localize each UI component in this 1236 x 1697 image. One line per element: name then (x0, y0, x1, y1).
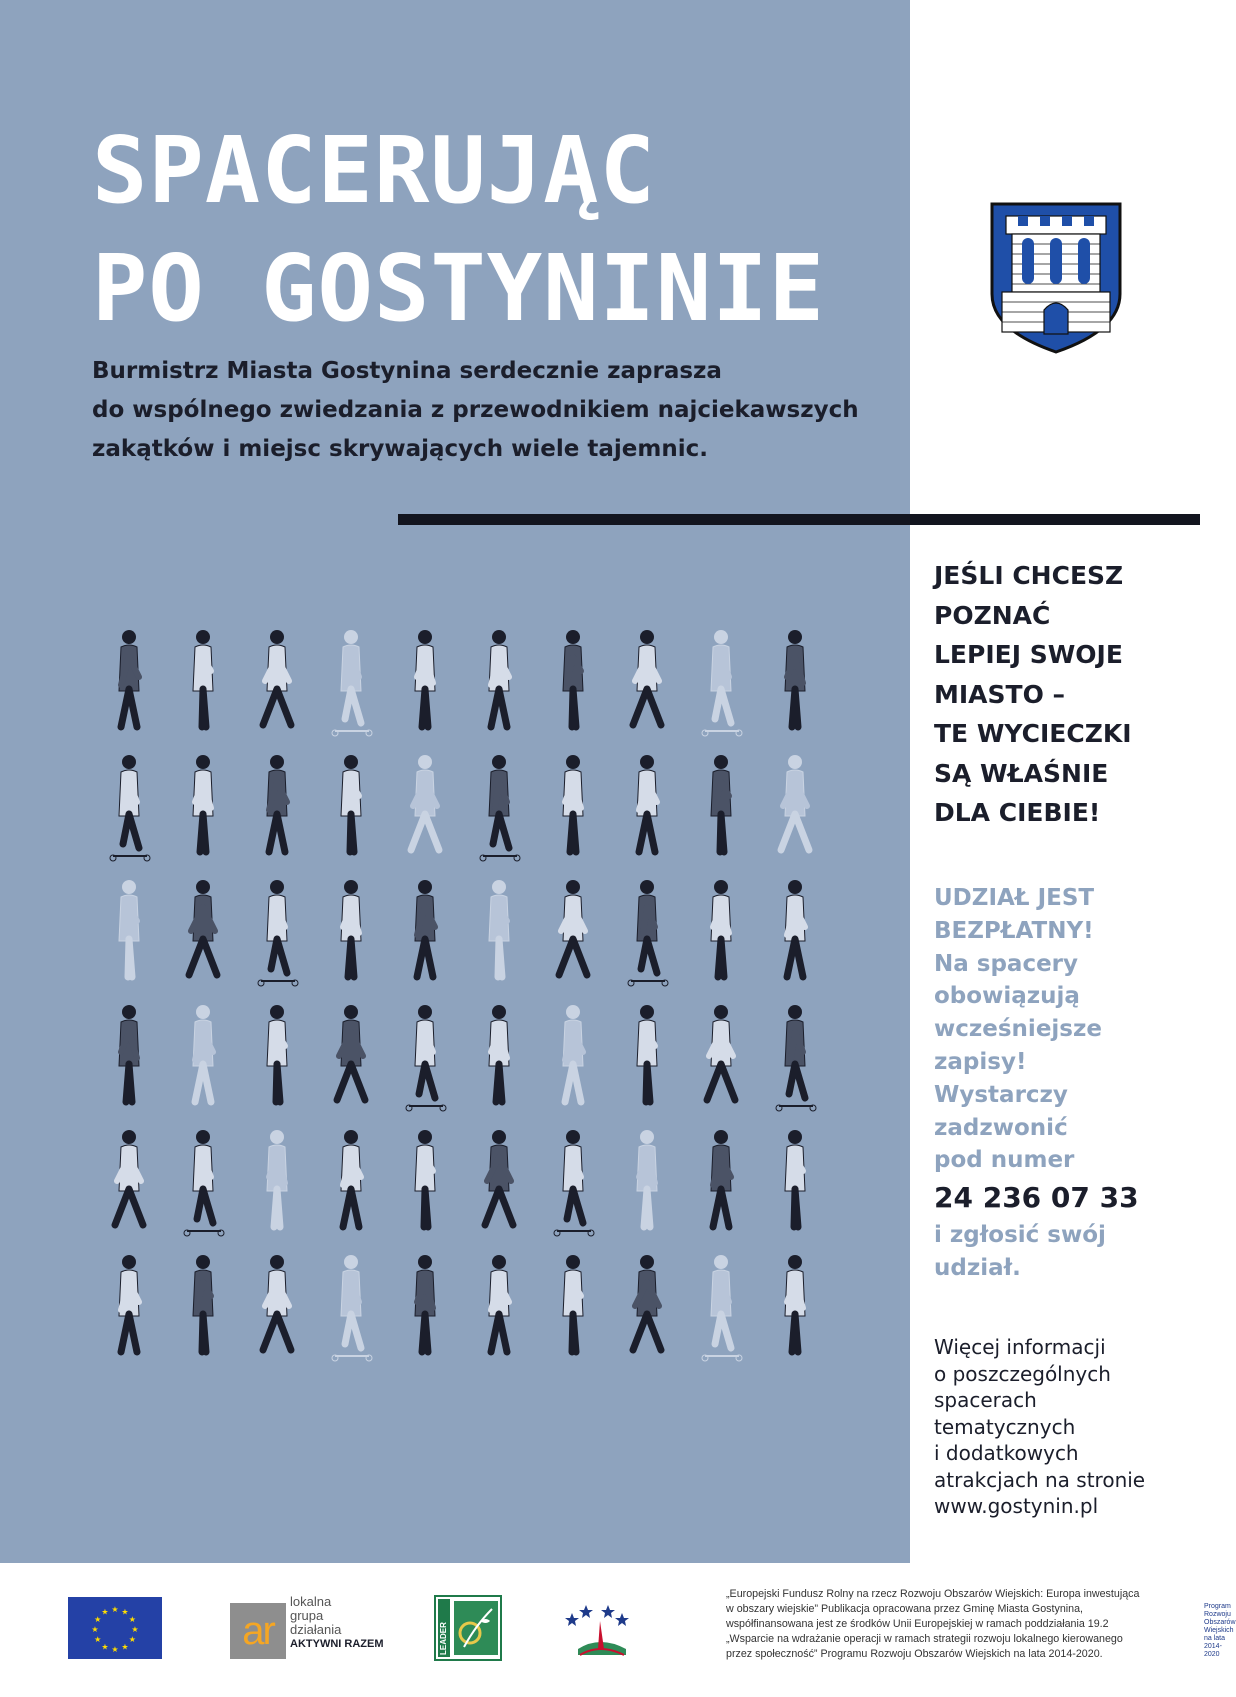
walking-person-icon (462, 745, 536, 870)
walking-person-icon (314, 1245, 388, 1370)
info-line: pod numer (934, 1147, 1075, 1174)
eu-star-icon: ★ (121, 1642, 129, 1652)
walking-person-icon (388, 620, 462, 745)
callout-line: LEPIEJ SWOJE (934, 640, 1123, 669)
more-info-text (934, 1334, 1184, 1520)
intro-line-3: zakątków i miejsc skrywających wiele tajemnic. (92, 436, 708, 462)
callout-heading (934, 556, 1184, 833)
walking-person-figure (765, 752, 825, 864)
walking-person-figure (469, 627, 529, 739)
walking-person-figure (691, 752, 751, 864)
walking-person-figure (321, 1127, 381, 1239)
walking-person-figure (691, 1252, 751, 1364)
walking-person-icon (92, 745, 166, 870)
walking-person-figure (543, 1127, 603, 1239)
walking-person-icon (314, 870, 388, 995)
walking-person-icon (240, 870, 314, 995)
footnote-line: współfinansowana jest ze środków Unii Europejskiej w ramach poddziałania 19.2 (726, 1618, 1109, 1630)
walking-person-icon (610, 620, 684, 745)
walking-person-icon (610, 870, 684, 995)
eu-star-icon: ★ (101, 1642, 109, 1652)
walking-person-icon (314, 1120, 388, 1245)
walking-person-figure (691, 877, 751, 989)
walking-person-figure (469, 1127, 529, 1239)
walking-person-icon (166, 995, 240, 1120)
lgd-name: AKTYWNI RAZEM (290, 1638, 384, 1650)
more-info-line: o poszczególnych (934, 1361, 1111, 1386)
eu-star-icon: ★ (128, 1615, 136, 1624)
walking-person-icon (240, 745, 314, 870)
walking-person-figure (691, 627, 751, 739)
walking-person-figure (173, 1002, 233, 1114)
info-line: wcześniejsze (934, 1016, 1102, 1043)
walking-person-figure (765, 1002, 825, 1114)
walking-person-icon (758, 1245, 832, 1370)
walking-person-icon (758, 620, 832, 745)
walking-person-icon (166, 1245, 240, 1370)
info-line: Na spacery (934, 950, 1079, 977)
eu-star-icon: ★ (94, 1615, 102, 1624)
footer (0, 1563, 1236, 1697)
intro-line-2: do wspólnego zwiedzania z przewodnikiem najciekawszych (92, 397, 859, 423)
walking-person-icon (610, 1245, 684, 1370)
walking-person-icon (684, 745, 758, 870)
walking-person-icon (758, 1120, 832, 1245)
walking-person-figure (321, 1002, 381, 1114)
website-url: www.gostynin.pl (934, 1494, 1099, 1518)
prow-text-line: Program (1204, 1603, 1231, 1610)
walking-person-figure (247, 1252, 307, 1364)
walking-person-figure (617, 1252, 677, 1364)
walking-person-icon (684, 1245, 758, 1370)
lgd-mark: ar (230, 1603, 286, 1659)
walking-person-figure (617, 1002, 677, 1114)
walking-person-icon (92, 870, 166, 995)
walking-person-icon (92, 620, 166, 745)
eu-star-icon: ★ (91, 1625, 99, 1634)
walking-person-icon (610, 745, 684, 870)
registration-info (934, 882, 1184, 1285)
walking-person-figure (173, 627, 233, 739)
walking-person-figure (469, 877, 529, 989)
prow-text-line: Wiejskich (1204, 1627, 1234, 1634)
walking-person-figure (395, 1127, 455, 1239)
walking-person-icon (92, 1245, 166, 1370)
leader-logo-icon (434, 1595, 502, 1661)
info-line: zadzwonić (934, 1114, 1068, 1141)
walking-person-icon (610, 995, 684, 1120)
callout-line: TE WYCIECZKI (934, 719, 1132, 748)
callout-line: JEŚLI CHCESZ (934, 561, 1124, 590)
walking-person-figure (543, 877, 603, 989)
walking-person-icon (314, 745, 388, 870)
walking-person-icon (536, 745, 610, 870)
funding-footnote (726, 1587, 1172, 1662)
info-line: zapisy! (934, 1048, 1027, 1075)
callout-line: POZNAĆ (934, 600, 1051, 630)
walking-person-figure (321, 627, 381, 739)
walking-person-figure (543, 627, 603, 739)
walking-person-figure (321, 877, 381, 989)
more-info-line: atrakcjach na stronie (934, 1467, 1146, 1492)
walking-person-icon (240, 620, 314, 745)
walking-person-icon (684, 620, 758, 745)
walking-person-figure (765, 627, 825, 739)
walking-person-icon (166, 745, 240, 870)
footnote-line: przez społeczność” Programu Rozwoju Obszarów Wiejskich na lata 2014-2020. (726, 1648, 1103, 1660)
phone-number: 24 236 07 33 (934, 1181, 1139, 1215)
callout-line: MIASTO – (934, 679, 1066, 709)
walking-person-figure (617, 752, 677, 864)
walking-person-figure (543, 1002, 603, 1114)
more-info-line: i dodatkowych (934, 1441, 1079, 1465)
eu-star-icon: ★ (111, 1605, 119, 1614)
walking-person-icon (240, 995, 314, 1120)
title-line-2: PO GOSTYNINIE (92, 235, 826, 342)
walking-person-figure (691, 1002, 751, 1114)
walking-person-figure (173, 752, 233, 864)
lgd-text-line: grupa (290, 1608, 324, 1623)
walking-person-icon (462, 870, 536, 995)
prow-text-line: Rozwoju (1204, 1611, 1231, 1618)
walking-person-figure (543, 752, 603, 864)
eu-star-icon: ★ (121, 1607, 129, 1617)
walking-person-figure (321, 752, 381, 864)
lgd-text-line: lokalna (290, 1594, 332, 1609)
leader-label: LEADER (439, 1622, 448, 1655)
walking-person-figure (99, 627, 159, 739)
prow-text-line: na lata 2014-2020 (1204, 1635, 1226, 1658)
walking-person-figure (617, 627, 677, 739)
walking-person-icon (92, 995, 166, 1120)
walking-person-icon (388, 1120, 462, 1245)
info-line: udział. (934, 1254, 1021, 1281)
walking-person-icon (758, 995, 832, 1120)
gostynin-coat-of-arms-icon (990, 202, 1122, 354)
walking-person-icon (462, 1245, 536, 1370)
walking-person-icon (240, 1120, 314, 1245)
walking-person-figure (765, 877, 825, 989)
walking-person-icon (536, 620, 610, 745)
callout-line: DLA CIEBIE! (934, 798, 1101, 827)
walking-person-icon (388, 745, 462, 870)
walking-person-icon (462, 995, 536, 1120)
walking-person-figure (247, 627, 307, 739)
walking-person-figure (247, 877, 307, 989)
eu-star-icon: ★ (128, 1635, 136, 1644)
walking-person-figure (469, 1002, 529, 1114)
walking-person-icon (166, 1120, 240, 1245)
walking-person-figure (99, 1127, 159, 1239)
walking-person-figure (173, 1252, 233, 1364)
walking-person-icon (388, 995, 462, 1120)
walking-person-figure (395, 877, 455, 989)
walking-person-figure (247, 752, 307, 864)
poster-title (92, 112, 825, 348)
walking-person-figure (395, 1252, 455, 1364)
info-line: Wystarczy (934, 1081, 1068, 1108)
eu-star-icon: ★ (131, 1625, 139, 1634)
footnote-line: „Europejski Fundusz Rolny na rzecz Rozwoju Obszarów Wiejskich: Europa inwestująca (726, 1588, 1140, 1600)
eu-flag-icon (68, 1597, 162, 1659)
walking-person-figure (321, 1252, 381, 1364)
walking-person-figure (765, 1127, 825, 1239)
more-info-line: Więcej informacji (934, 1335, 1106, 1359)
walking-person-icon (462, 1120, 536, 1245)
walking-person-icon (314, 620, 388, 745)
info-line: obowiązują (934, 983, 1080, 1010)
prow-text-line: Obszarów (1204, 1619, 1236, 1626)
info-line: BEZPŁATNY! (934, 917, 1094, 944)
walking-person-icon (758, 870, 832, 995)
walking-person-figure (99, 1252, 159, 1364)
more-info-line: spacerach tematycznych (934, 1388, 1076, 1439)
walking-person-icon (92, 1120, 166, 1245)
walking-person-figure (99, 1002, 159, 1114)
info-line: i zgłosić swój (934, 1222, 1106, 1249)
walking-person-icon (536, 1120, 610, 1245)
walking-person-figure (99, 752, 159, 864)
info-line: UDZIAŁ JEST (934, 885, 1095, 911)
walking-person-figure (469, 752, 529, 864)
walking-person-icon (388, 870, 462, 995)
walking-person-figure (395, 627, 455, 739)
footnote-line: w obszary wiejskie” Publikacja opracowana przez Gminę Miasta Gostynina, (726, 1603, 1083, 1615)
walking-person-figure (247, 1002, 307, 1114)
walking-person-icon (684, 1120, 758, 1245)
lgd-aktywni-razem-logo (230, 1595, 392, 1659)
footnote-line: „Wsparcie na wdrażanie operacji w ramach strategii rozwoju lokalnego kierowanego (726, 1633, 1123, 1645)
walking-person-figure (173, 877, 233, 989)
eu-star-icon: ★ (111, 1645, 119, 1654)
walking-person-icon (536, 995, 610, 1120)
callout-line: SĄ WŁAŚNIE (934, 758, 1109, 788)
walking-person-icon (462, 620, 536, 745)
intro-line-1: Burmistrz Miasta Gostynina serdecznie zaprasza (92, 358, 722, 384)
walking-person-icon (240, 1245, 314, 1370)
walking-person-icon (684, 995, 758, 1120)
walking-person-icon (314, 995, 388, 1120)
walking-person-icon (536, 1245, 610, 1370)
walking-person-figure (469, 1252, 529, 1364)
intro-text (92, 352, 892, 469)
walking-person-icon (166, 870, 240, 995)
walking-person-figure (99, 877, 159, 989)
walking-people-illustration (92, 620, 832, 1370)
walking-person-figure (691, 1127, 751, 1239)
lgd-text (290, 1595, 384, 1651)
section-divider (398, 514, 1200, 525)
walking-person-figure (395, 752, 455, 864)
walking-person-figure (765, 1252, 825, 1364)
walking-person-figure (395, 1002, 455, 1114)
eu-star-icon: ★ (101, 1607, 109, 1617)
eu-star-icon: ★ (94, 1635, 102, 1644)
prow-text (1204, 1603, 1236, 1659)
title-line-1: SPACERUJĄC (92, 117, 656, 224)
walking-person-figure (617, 1127, 677, 1239)
walking-person-icon (536, 870, 610, 995)
walking-person-icon (684, 870, 758, 995)
walking-person-icon (166, 620, 240, 745)
walking-person-icon (758, 745, 832, 870)
walking-person-figure (617, 877, 677, 989)
prow-emblem-icon (560, 1599, 644, 1663)
walking-person-icon (388, 1245, 462, 1370)
walking-person-figure (247, 1127, 307, 1239)
walking-person-figure (173, 1127, 233, 1239)
walking-person-icon (610, 1120, 684, 1245)
lgd-text-line: działania (290, 1622, 342, 1637)
walking-person-figure (543, 1252, 603, 1364)
